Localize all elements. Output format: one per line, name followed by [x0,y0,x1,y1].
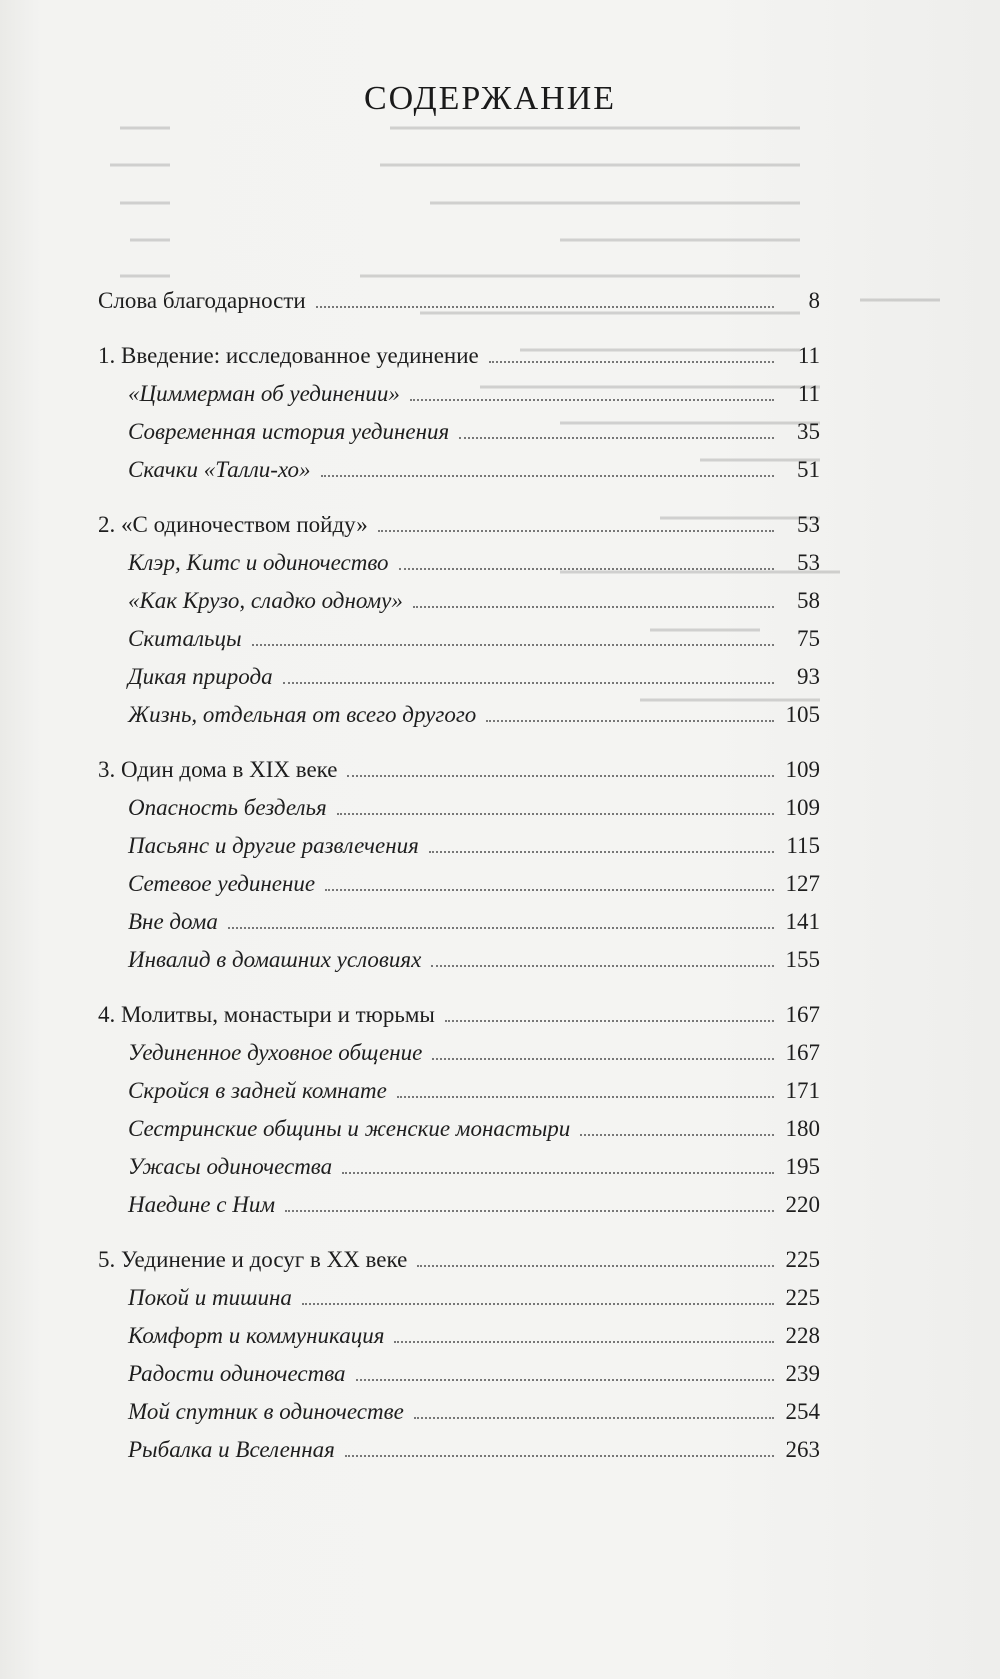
toc-entry-title: Пасьянс и другие развлечения [128,833,419,858]
dot-leader [580,1134,774,1136]
toc-chapter-entry [98,343,820,381]
dot-leader [337,813,774,815]
toc-page-number: 195 [785,1154,820,1179]
toc-page-number: 263 [785,1437,820,1462]
toc-subsection-entry [98,1399,820,1437]
section-gap [98,326,820,343]
dot-leader [414,1417,774,1419]
toc-entry-title: Жизнь, отдельная от всего другого [128,702,477,727]
toc-subsection-entry [98,1437,820,1475]
dot-leader [394,1341,774,1343]
toc-page-number: 167 [785,1002,820,1027]
dot-leader [489,361,774,363]
toc-subsection-entry [98,550,820,588]
toc-page-number: 58 [797,588,820,613]
toc-page-number: 220 [785,1192,820,1217]
toc-page-number: 109 [785,757,820,782]
dot-leader [399,568,774,570]
toc-subsection-entry [98,1116,820,1154]
toc-entry-title: Комфорт и коммуникация [128,1323,385,1348]
toc-subsection-entry [98,1078,820,1116]
dot-leader [252,644,774,646]
toc-subsection-entry [98,381,820,419]
dot-leader [347,775,774,777]
toc-subsection-entry [98,1040,820,1078]
toc-subsection-entry [98,1154,820,1192]
toc-page-number: 180 [785,1116,820,1141]
toc-page-number: 254 [785,1399,820,1424]
toc-entry-title: «Циммерман об уединении» [128,381,400,406]
toc-page-number: 141 [785,909,820,934]
dot-leader [342,1172,774,1174]
toc-chapter-entry [98,512,820,550]
toc-entry-title: Мой спутник в одиночестве [128,1399,404,1424]
toc-page-number: 53 [797,550,820,575]
toc-entry-title: Ужасы одиночества [128,1154,333,1179]
toc-entry-title: «Как Крузо, сладко одному» [128,588,403,613]
dot-leader [459,437,774,439]
toc-entry-title: Наедине с Ним [128,1192,275,1217]
dot-leader [486,720,774,722]
toc-page-number: 35 [797,419,820,444]
toc-subsection-entry [98,1361,820,1399]
toc-entry-title: Скитальцы [128,626,242,651]
section-gap [98,740,820,757]
toc-entry-title: 5. Уединение и досуг в XX веке [98,1247,408,1272]
dot-leader [302,1303,774,1305]
section-gap [98,1230,820,1247]
page-title: СОДЕРЖАНИЕ [363,80,617,117]
toc-page-number: 8 [808,288,820,313]
dot-leader [285,1210,774,1212]
toc-page-number: 11 [797,381,820,406]
toc-chapter-entry [98,1247,820,1285]
toc-page-number: 11 [797,343,820,368]
toc-page-number: 155 [785,947,820,972]
toc-chapter-entry [98,757,820,795]
dot-leader [228,927,774,929]
table-of-contents [98,288,820,1475]
toc-entry-title: Сестринские общины и женские монастыри [128,1116,571,1141]
toc-subsection-entry [98,457,820,495]
dot-leader [410,399,774,401]
toc-entry-title: 3. Один дома в XIX веке [98,757,338,782]
toc-chapter-entry [98,288,820,326]
toc-page-number: 127 [785,871,820,896]
toc-entry-title: Рыбалка и Вселенная [128,1437,335,1462]
toc-page-number: 225 [785,1285,820,1310]
dot-leader [413,606,774,608]
toc-page-number: 115 [786,833,820,858]
toc-page-number: 109 [785,795,820,820]
toc-entry-title: Слова благодарности [98,288,306,313]
toc-page-number: 225 [785,1247,820,1272]
dot-leader [356,1379,774,1381]
toc-page-number: 239 [785,1361,820,1386]
toc-entry-title: Инвалид в домашних условиях [128,947,422,972]
toc-entry-title: 1. Введение: исследованное уединение [98,343,479,368]
dot-leader [325,889,774,891]
toc-page-number: 105 [785,702,820,727]
dot-leader [283,682,774,684]
toc-entry-title: Уединенное духовное общение [128,1040,423,1065]
toc-subsection-entry [98,947,820,985]
toc-chapter-entry [98,1002,820,1040]
dot-leader [316,306,774,308]
toc-subsection-entry [98,1192,820,1230]
section-gap [98,495,820,512]
toc-page-number: 51 [797,457,820,482]
dot-leader [321,475,774,477]
toc-subsection-entry [98,626,820,664]
toc-page-number: 93 [797,664,820,689]
toc-entry-title: Опасность безделья [128,795,327,820]
toc-entry-title: Покой и тишина [128,1285,292,1310]
dot-leader [429,851,774,853]
toc-subsection-entry [98,1323,820,1361]
toc-entry-title: Вне дома [128,909,218,934]
dot-leader [431,965,774,967]
toc-subsection-entry [98,419,820,457]
toc-subsection-entry [98,664,820,702]
toc-entry-title: 2. «С одиночеством пойду» [98,512,368,537]
toc-subsection-entry [98,795,820,833]
dot-leader [345,1455,774,1457]
toc-entry-title: Скачки «Талли-хо» [128,457,311,482]
toc-subsection-entry [98,588,820,626]
toc-page-number: 53 [797,512,820,537]
toc-subsection-entry [98,909,820,947]
dot-leader [378,530,774,532]
toc-entry-title: Радости одиночества [128,1361,346,1386]
toc-page-number: 167 [785,1040,820,1065]
toc-page-number: 228 [785,1323,820,1348]
toc-entry-title: Скройся в задней комнате [128,1078,387,1103]
toc-page-number: 75 [797,626,820,651]
dot-leader [432,1058,774,1060]
toc-subsection-entry [98,702,820,740]
toc-page-number: 171 [785,1078,820,1103]
dot-leader [397,1096,774,1098]
toc-subsection-entry [98,871,820,909]
toc-entry-title: Клэр, Китс и одиночество [128,550,389,575]
section-gap [98,985,820,1002]
toc-subsection-entry [98,833,820,871]
dot-leader [445,1020,774,1022]
toc-entry-title: Дикая природа [128,664,273,689]
toc-subsection-entry [98,1285,820,1323]
toc-entry-title: Сетевое уединение [128,871,316,896]
dot-leader [417,1265,774,1267]
toc-entry-title: Современная история уединения [128,419,450,444]
toc-entry-title: 4. Молитвы, монастыри и тюрьмы [98,1002,435,1027]
